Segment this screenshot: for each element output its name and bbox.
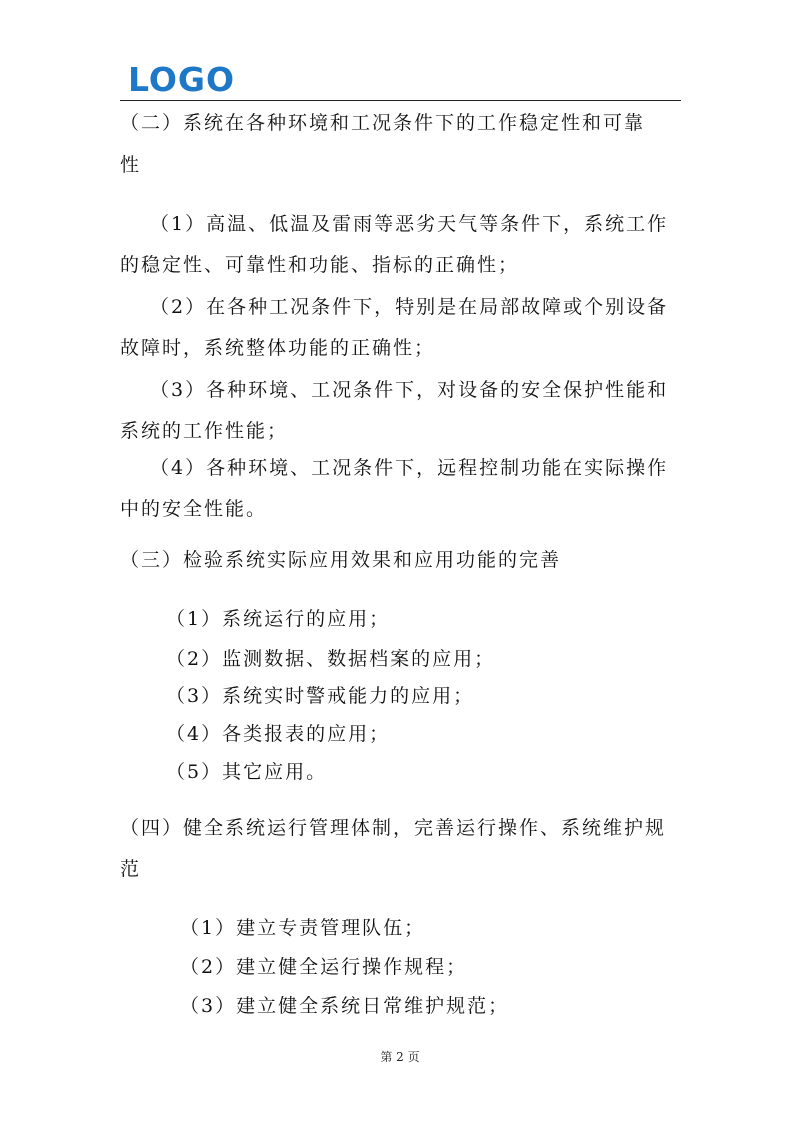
section-4-item-1: （1）建立专责管理队伍； [180, 917, 426, 939]
section-2-item-3-continued: 系统的工作性能； [120, 420, 289, 442]
section-2-heading-continued: 性 [120, 154, 142, 176]
section-3-item-1: （1）系统运行的应用； [166, 608, 391, 630]
section-2-heading: （二）系统在各种环境和工况条件下的工作稳定性和可靠 [120, 112, 646, 134]
section-3-item-2: （2）监测数据、数据档案的应用； [166, 648, 496, 670]
section-2-item-4-continued: 中的安全性能。 [120, 498, 268, 520]
section-2-item-1: （1）高温、低温及雷雨等恶劣天气等条件下，系统工作 [150, 213, 669, 235]
section-3-item-5: （5）其它应用。 [166, 761, 328, 783]
section-2-item-2: （2）在各种工况条件下，特别是在局部故障或个别设备 [150, 296, 669, 318]
section-2-item-1-continued: 的稳定性、可靠性和功能、指标的正确性； [120, 254, 520, 276]
section-2-item-4: （4）各种环境、工况条件下，远程控制功能在实际操作 [150, 457, 669, 479]
section-2-item-2-continued: 故障时，系统整体功能的正确性； [120, 337, 436, 359]
section-4-heading: （四）健全系统运行管理体制，完善运行操作、系统维护规 [120, 817, 667, 839]
section-2-item-3: （3）各种环境、工况条件下，对设备的安全保护性能和 [150, 379, 669, 401]
logo: LOGO [128, 60, 236, 99]
page-number: 第 2 页 [380, 1050, 420, 1064]
section-4-item-2: （2）建立健全运行操作规程； [180, 956, 468, 978]
section-3-item-4: （4）各类报表的应用； [166, 723, 391, 745]
section-4-heading-continued: 范 [120, 858, 142, 880]
section-4-item-3: （3）建立健全系统日常维护规范； [180, 995, 510, 1017]
section-3-heading: （三）检验系统实际应用效果和应用功能的完善 [120, 549, 562, 571]
section-3-item-3: （3）系统实时警戒能力的应用； [166, 685, 475, 707]
